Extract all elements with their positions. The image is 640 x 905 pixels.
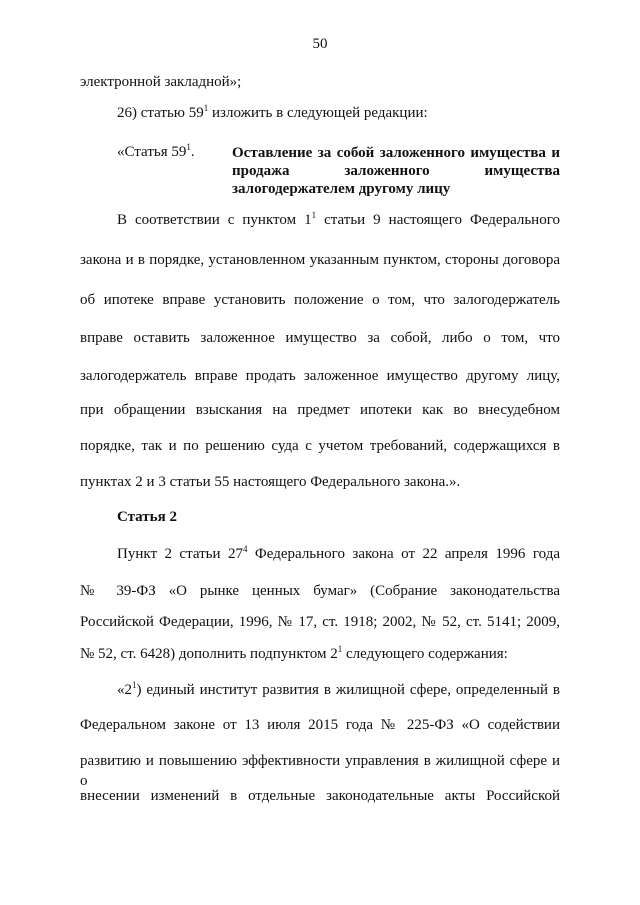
text-line-prev-tail: электронной закладной»; [80,74,242,90]
paragraph-line: внесении изменений в отдельные законодательные акты Российской [80,788,560,804]
superscript: 1 [311,210,317,220]
paragraph-line: развитию и повышению эффективности управления в жилищной сфере и о [80,753,560,789]
paragraph-line: вправе оставить заложенное имущество за собой, либо о том, что [80,330,560,346]
paragraph-text-rest: ) единый институт развития в жилищной сфере, определенный в [136,682,560,698]
paragraph-line: Федеральном законе от 13 июля 2015 года № 225-ФЗ «О содействии [80,717,560,733]
paragraph-line: закона и в порядке, установленном указанным пунктом, стороны договора [80,252,560,268]
item-26-line [117,105,428,122]
article-label-text: «Статья 59 [117,144,187,160]
paragraph-line-last [80,644,560,664]
superscript: 1 [132,680,137,690]
paragraph-text-rest: статьи 9 настоящего Федерального [316,212,560,228]
paragraph-line-last: пунктах 2 и 3 статьи 55 настоящего Федерального закона.». [80,474,461,490]
superscript: 1 [337,644,343,654]
page-number: 50 [312,36,328,52]
paragraph-line: порядке, так и по решению суда с учетом требований, содержащихся в [80,438,560,454]
paragraph-line: залогодержатель вправе продать заложенное имущество другому лицу, [80,368,560,384]
paragraph-line: Российской Федерации, 1996, № 17, ст. 1918; 2002, № 52, ст. 5141; 2009, [80,614,560,630]
paragraph-line: при обращении взыскания на предмет ипотеки как во внесудебном [80,402,560,418]
paragraph-text: Пункт 2 статьи 27 [117,546,243,562]
paragraph-line [117,680,560,700]
paragraph-text-rest: следующего содержания: [342,646,508,662]
item-26-text-rest: изложить в следующей редакции: [208,105,428,121]
paragraph-text: В соответствии с пунктом 1 [117,212,312,228]
article-label-dot: . [190,144,195,160]
paragraph-line [117,544,560,564]
paragraph-text: «2 [117,682,132,698]
article-59-label [117,144,195,161]
superscript: 4 [242,544,248,554]
item-26-text: 26) статью 59 [117,105,204,121]
paragraph-line: об ипотеке вправе установить положение о том, что залогодержатель [80,292,560,308]
paragraph-line [117,210,560,230]
article-title-line-1: Оставление за собой заложенного имущества и [232,145,560,161]
paragraph-line: № 39-ФЗ «О рынке ценных бумаг» (Собрание законодательства [80,583,560,599]
superscript: 1 [203,103,209,113]
article-2-heading: Статья 2 [117,509,177,525]
article-title-line-2: продажа заложенного имущества [232,163,560,179]
superscript: 1 [186,142,191,152]
paragraph-text: № 52, ст. 6428) дополнить подпунктом 2 [80,646,338,662]
paragraph-text-rest: Федерального закона от 22 апреля 1996 года [247,546,561,562]
article-title-line-3: залогодержателем другому лицу [232,181,451,197]
